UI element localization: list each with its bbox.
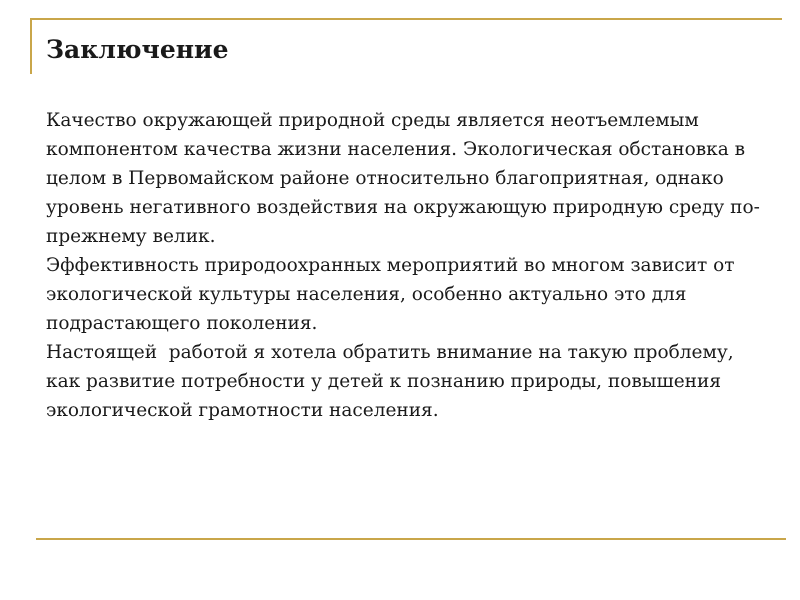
top-decorative-rule bbox=[30, 18, 782, 20]
body-paragraph-2: Эффективность природоохранных мероприятий во многом зависит от экологической культуры населения, особенно актуально это для подрастающего поколения. bbox=[46, 255, 735, 334]
slide-body bbox=[46, 106, 766, 425]
body-paragraph-3: Настоящей работой я хотела обратить внимание на такую проблему, как развитие потребности у детей к познанию природы, повышения экологической грамотности населения. bbox=[46, 342, 740, 421]
slide-title: Заключение bbox=[46, 35, 229, 64]
body-paragraph-1: Качество окружающей природной среды является неотъемлемым компонентом качества жизни населения. Экологическая обстановка в целом в Первомайском районе относительно благоприятная, однако уровень негативного воздействия на окружающую природную среду по-прежнему велик. bbox=[46, 110, 760, 247]
left-decorative-rule bbox=[30, 18, 32, 74]
bottom-decorative-rule bbox=[36, 538, 786, 540]
